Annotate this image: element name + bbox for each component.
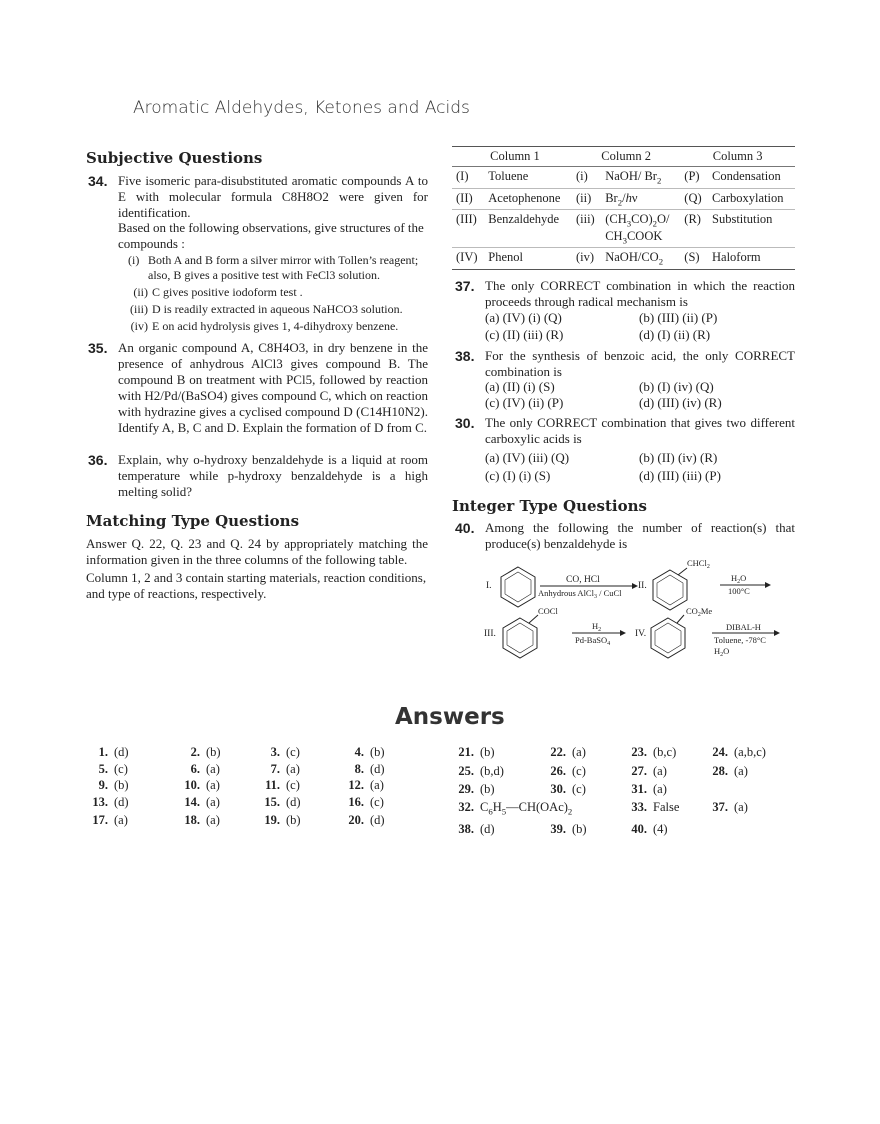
answer-number: 26. xyxy=(550,764,566,778)
q37-option: (b) (III) (ii) (P) xyxy=(639,310,718,325)
table-row xyxy=(452,210,795,248)
table-cell: $Br_2/h\nu$ xyxy=(605,190,638,207)
answer-item xyxy=(623,800,679,815)
reaction-I-above: CO, HCl xyxy=(566,575,600,585)
table-cell: (ii) xyxy=(575,190,592,205)
q37-option: (c) (II) (iii) (R) xyxy=(485,327,564,342)
table-header: Column 2 xyxy=(601,149,651,163)
reaction-II-sub: CHCl$_2$ xyxy=(687,558,710,570)
answer-value: (b) xyxy=(572,822,587,836)
answer-value: (d) xyxy=(370,762,385,776)
answer-item xyxy=(84,778,129,793)
table-cell: Phenol xyxy=(488,250,523,264)
table-cell: $(CH_3CO)_2O/$ $CH_3COOK$ xyxy=(605,212,670,245)
reaction-IV-above: DIBAL-H xyxy=(726,622,761,632)
answer-item xyxy=(542,745,586,760)
answer-number: 25. xyxy=(458,764,474,778)
answer-number: 29. xyxy=(458,782,474,796)
q40-number: 40. xyxy=(455,520,475,536)
answer-item xyxy=(340,745,385,760)
answer-item xyxy=(623,764,667,779)
table-header: Column 3 xyxy=(712,149,763,163)
answer-item xyxy=(84,795,129,810)
answer-item xyxy=(704,764,748,779)
table-cell: NaOH/ $Br_2$ xyxy=(605,169,662,186)
answer-value: (c) xyxy=(286,745,300,759)
table-cell: Benzaldehyde xyxy=(488,212,560,226)
answer-item xyxy=(176,745,221,760)
table-cell: (iii) xyxy=(575,212,595,226)
reaction-label-III: III. xyxy=(484,629,496,639)
q37-number: 37. xyxy=(455,278,475,294)
answer-item xyxy=(623,782,667,797)
answer-value: (b,d) xyxy=(480,764,504,778)
answer-number: 32. xyxy=(458,800,474,814)
table-cell: Toluene xyxy=(488,169,529,183)
table-header-row xyxy=(452,147,795,167)
answer-item xyxy=(450,782,495,797)
answer-value: (b) xyxy=(286,813,301,827)
table-cell: (R) xyxy=(684,212,701,226)
answer-number: 13. xyxy=(92,795,108,809)
table-cell: (IV) xyxy=(456,250,478,264)
answer-number: 15. xyxy=(264,795,280,809)
answer-value: (a) xyxy=(734,764,748,778)
q34-item xyxy=(128,319,428,334)
answer-value: (a) xyxy=(114,813,128,827)
answer-item xyxy=(450,764,504,779)
answer-item xyxy=(84,762,128,777)
arrowhead-icon xyxy=(620,630,626,636)
answer-item xyxy=(84,745,129,760)
answer-value: (a) xyxy=(734,800,748,814)
answer-value: (4) xyxy=(653,822,668,836)
table-cell: (S) xyxy=(684,250,700,264)
q34-item xyxy=(128,302,428,317)
table-cell: (I) xyxy=(456,169,469,183)
answer-value: (d) xyxy=(114,795,129,809)
answer-number: 8. xyxy=(354,762,364,776)
benzene-inner-icon xyxy=(507,623,533,653)
q34-item-text: D is readily extracted in aqueous NaHCO3 solution. xyxy=(152,302,403,316)
q35-text: An organic compound A, C8H4O3, in dry benzene in the presence of anhydrous AlCl3 gives compound B. The compound B on treatment with PCl5, followed by reaction with H2/Pd/(BaSO4) gives compound C, which on reaction with hydrazine gives a cyclised compound D (C14H10N2). Identify A, B, C and D. Explain the formation of D from C. xyxy=(118,340,428,435)
answer-item xyxy=(623,745,676,760)
q36-text: Explain, why o-hydroxy benzaldehyde is a liquid at room temperature while p-hydroxy benzaldehyde is a high melting solid? xyxy=(118,452,428,499)
q34-item xyxy=(128,253,428,283)
answer-value: (d) xyxy=(114,745,129,759)
answer-number: 20. xyxy=(348,813,364,827)
table-cell: Substitution xyxy=(712,212,773,226)
answer-value: (b,c) xyxy=(653,745,677,759)
answer-number: 6. xyxy=(190,762,200,776)
answers-title: Answers xyxy=(395,704,505,730)
bond-icon xyxy=(678,568,687,575)
benzene-ring-icon xyxy=(501,567,535,607)
answer-value: (b) xyxy=(206,745,221,759)
q30-number: 30. xyxy=(455,415,475,431)
answer-number: 17. xyxy=(92,813,108,827)
answer-value: False xyxy=(653,800,680,814)
table-header: Column 1 xyxy=(490,149,540,163)
answer-value: (a,b,c) xyxy=(734,745,766,759)
answer-item xyxy=(176,813,220,828)
q37-text: The only CORRECT combination in which the reaction proceeds through radical mechanism is xyxy=(485,278,795,309)
answer-value: (b) xyxy=(370,745,385,759)
answer-number: 14. xyxy=(184,795,200,809)
reaction-IV-sub: $CO_2Me$ xyxy=(686,606,713,618)
q34-items xyxy=(128,253,428,334)
q38-option: (b) (I) (iv) (Q) xyxy=(639,379,714,394)
answer-number: 23. xyxy=(631,745,647,759)
table-cell: Haloform xyxy=(712,250,761,264)
q34-intro xyxy=(118,173,428,221)
answer-number: 5. xyxy=(98,762,108,776)
match-table xyxy=(452,146,795,270)
answer-number: 16. xyxy=(348,795,364,809)
answer-number: 2. xyxy=(190,745,200,759)
reaction-I-below: Anhydrous AlCl$_3$ / CuCl xyxy=(538,588,622,600)
q34-based: Based on the following observations, give structures of the compounds : xyxy=(118,220,424,251)
answer-number: 18. xyxy=(184,813,200,827)
q34-number: 34. xyxy=(88,173,108,189)
q30-option: (c) (I) (i) (S) xyxy=(485,468,551,483)
benzene-inner-icon xyxy=(505,572,531,602)
answer-item xyxy=(176,762,220,777)
matching-text2: Column 1, 2 and 3 contain starting materials, reaction conditions, and type of reactions, respectively. xyxy=(86,570,427,601)
benzene-inner-icon xyxy=(655,623,681,653)
q37-option: (a) (IV) (i) (Q) xyxy=(485,310,562,325)
q34-item-num: (iv) xyxy=(130,319,148,333)
bond-icon xyxy=(529,615,538,623)
answer-value: $C_6H_5—CH(OAc)_2$ xyxy=(480,800,573,817)
q34-item-text: E on acid hydrolysis gives 1, 4-dihydroxy benzene. xyxy=(152,319,399,333)
answer-item xyxy=(340,795,384,810)
answer-value: (d) xyxy=(370,813,385,827)
answer-value: (c) xyxy=(114,762,128,776)
table-cell: (i) xyxy=(575,169,588,183)
answer-number: 10. xyxy=(184,778,200,792)
q34-item-num: (i) xyxy=(128,253,140,267)
q38-option: (d) (III) (iv) (R) xyxy=(639,395,722,410)
answer-number: 30. xyxy=(550,782,566,796)
benzene-ring-icon xyxy=(503,618,537,658)
answer-number: 40. xyxy=(631,822,647,836)
q34-item-num: (ii) xyxy=(133,285,148,299)
answer-item xyxy=(450,822,495,837)
answer-number: 4. xyxy=(354,745,364,759)
q30-option: (a) (IV) (iii) (Q) xyxy=(485,450,570,465)
reaction-IV-below2: $H_2O$ xyxy=(714,646,730,658)
answer-item xyxy=(704,800,748,815)
answer-item xyxy=(623,822,668,837)
matching-title: Matching Type Questions xyxy=(86,512,300,530)
answer-number: 3. xyxy=(270,745,280,759)
answer-number: 21. xyxy=(458,745,474,759)
answer-number: 7. xyxy=(270,762,280,776)
answer-number: 19. xyxy=(264,813,280,827)
reaction-label-IV: IV. xyxy=(635,629,647,639)
q34-item-num: (iii) xyxy=(130,302,148,316)
table-cell: (Q) xyxy=(684,190,702,205)
benzene-inner-icon xyxy=(657,575,683,605)
answer-item xyxy=(256,813,301,828)
answer-item xyxy=(542,822,587,837)
benzene-ring-icon xyxy=(653,570,687,610)
q34-item-text: Both A and B form a silver mirror with Tollen’s reagent; also, B gives a positive test with FeCl3 solution. xyxy=(148,253,419,282)
answer-value: (a) xyxy=(653,782,667,796)
answer-value: (a) xyxy=(370,778,384,792)
answer-number: 31. xyxy=(631,782,647,796)
answer-value: (a) xyxy=(286,762,300,776)
table-cell: Acetophenone xyxy=(488,190,561,205)
answer-value: (a) xyxy=(572,745,586,759)
answer-value: (a) xyxy=(206,795,220,809)
answer-item xyxy=(542,782,586,797)
answer-item xyxy=(450,800,572,817)
answer-number: 1. xyxy=(98,745,108,759)
answer-number: 28. xyxy=(712,764,728,778)
q40-text: Among the following the number of reaction(s) that produce(s) benzaldehyde is xyxy=(485,520,795,551)
reaction-III-above: $H_2$ xyxy=(592,621,602,633)
answer-item xyxy=(542,764,586,779)
answer-value: (b) xyxy=(114,778,129,792)
arrowhead-icon xyxy=(774,630,780,636)
answer-item xyxy=(256,762,300,777)
table-cell: (II) xyxy=(456,190,473,205)
matching-text: Answer Q. 22, Q. 23 and Q. 24 by appropriately matching the information given in the three columns of the following table. xyxy=(86,536,428,567)
table-cell: (P) xyxy=(684,169,700,183)
q37-option: (d) (I) (ii) (R) xyxy=(639,327,711,342)
reaction-label-I: I. xyxy=(486,581,492,591)
subjective-title: Subjective Questions xyxy=(86,149,263,167)
reaction-III-sub: COCl xyxy=(538,606,558,616)
q36-number: 36. xyxy=(88,452,108,468)
answer-item xyxy=(176,795,220,810)
answer-item xyxy=(704,745,766,760)
answer-value: (a) xyxy=(653,764,667,778)
integer-title: Integer Type Questions xyxy=(452,497,647,515)
reaction-II-above: $H_2O$ xyxy=(731,573,747,585)
table-cell: Condensation xyxy=(712,169,781,183)
q34-item-text: C gives positive iodoform test . xyxy=(152,285,303,299)
benzene-ring-icon xyxy=(651,618,685,658)
answer-number: 38. xyxy=(458,822,474,836)
reaction-IV-below: Toluene, -78°C xyxy=(714,635,766,645)
answer-number: 39. xyxy=(550,822,566,836)
reactions-diagram xyxy=(480,555,810,665)
reaction-II-below: 100°C xyxy=(728,586,750,596)
table-row xyxy=(452,188,795,210)
q35-number: 35. xyxy=(88,340,108,356)
q30-option: (d) (III) (iii) (P) xyxy=(639,468,721,483)
table-cell: NaOH/$CO_2$ xyxy=(605,250,664,267)
answer-value: (b) xyxy=(480,745,495,759)
arrowhead-icon xyxy=(765,582,771,588)
answer-item xyxy=(256,795,301,810)
answer-item xyxy=(84,813,128,828)
q34-intro-text: Five isomeric para-disubstituted aromatic compounds A to E with molecular formula C8H8O2 were given for identification. xyxy=(118,173,428,220)
answer-number: 27. xyxy=(631,764,647,778)
answer-value: (c) xyxy=(572,764,586,778)
answer-value: (a) xyxy=(206,778,220,792)
answer-item xyxy=(340,762,385,777)
answer-value: (c) xyxy=(286,778,300,792)
table-row xyxy=(452,248,795,269)
reaction-label-II: II. xyxy=(638,581,647,591)
table-cell: Carboxylation xyxy=(712,190,784,205)
answer-item xyxy=(256,745,300,760)
page-header: Aromatic Aldehydes, Ketones and Acids xyxy=(133,98,470,118)
q38-option: (a) (II) (i) (S) xyxy=(485,379,555,394)
q38-text: For the synthesis of benzoic acid, the only CORRECT combination is xyxy=(485,348,795,379)
answer-number: 24. xyxy=(712,745,728,759)
answer-item xyxy=(340,778,384,793)
answer-value: (a) xyxy=(206,762,220,776)
answer-value: (d) xyxy=(286,795,301,809)
bond-icon xyxy=(677,615,684,623)
answer-value: (b) xyxy=(480,782,495,796)
answer-item xyxy=(176,778,220,793)
q34-item xyxy=(128,285,428,300)
answer-number: 12. xyxy=(348,778,364,792)
answer-value: (a) xyxy=(206,813,220,827)
table-cell: (iv) xyxy=(575,250,595,264)
answer-number: 37. xyxy=(712,800,728,814)
answer-number: 9. xyxy=(98,778,108,792)
q30-text: The only CORRECT combination that gives two different carboxylic acids is xyxy=(485,415,795,446)
table-row xyxy=(452,167,795,189)
q30-option: (b) (II) (iv) (R) xyxy=(639,450,718,465)
q38-number: 38. xyxy=(455,348,475,364)
reaction-III-below: Pd-BaSO$_4$ xyxy=(575,635,611,647)
answer-number: 22. xyxy=(550,745,566,759)
answer-number: 33. xyxy=(631,800,647,814)
answer-number: 11. xyxy=(265,778,280,792)
answer-value: (c) xyxy=(572,782,586,796)
answer-item xyxy=(256,778,300,793)
table-cell: (III) xyxy=(456,212,477,226)
answer-value: (d) xyxy=(480,822,495,836)
q38-option: (c) (IV) (ii) (P) xyxy=(485,395,564,410)
answer-item xyxy=(450,745,495,760)
answer-item xyxy=(340,813,385,828)
answer-value: (c) xyxy=(370,795,384,809)
